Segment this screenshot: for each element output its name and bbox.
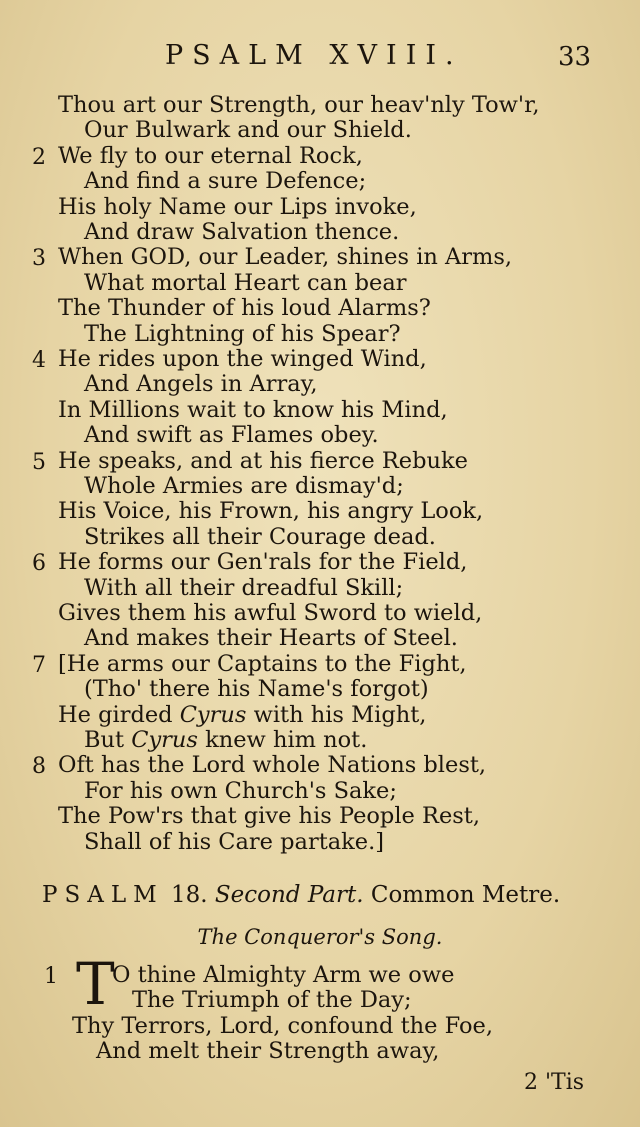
verse-line: Thou art our Strength, our heav'nly Tow'r, bbox=[58, 92, 540, 118]
verse-number: 8 bbox=[32, 754, 46, 780]
verse-line: He girded Cyrus with his Might, bbox=[58, 701, 427, 728]
verse-line: O thine Almighty Arm we owe bbox=[112, 962, 455, 988]
verse-line: We fly to our eternal Rock, bbox=[58, 142, 363, 169]
verse-line: The Triumph of the Day; bbox=[132, 987, 412, 1014]
verse-line: Whole Armies are dismay'd; bbox=[84, 473, 404, 499]
verse-line: And makes their Hearts of Steel. bbox=[84, 625, 458, 652]
verse-line: [He arms our Captains to the Fight, bbox=[58, 650, 467, 677]
verse-line: He speaks, and at his fierce Rebuke bbox=[58, 447, 468, 474]
part-label: Second Part. bbox=[214, 882, 364, 908]
verse-number: 2 bbox=[32, 144, 46, 170]
verse-line: Thy Terrors, Lord, confound the Foe, bbox=[72, 1012, 493, 1039]
verse-number: 1 bbox=[44, 964, 58, 989]
drop-cap: T bbox=[76, 950, 115, 1018]
verse-line: Oft has the Lord whole Nations blest, bbox=[58, 752, 487, 779]
catchword: 2 'Tis bbox=[524, 1070, 585, 1095]
verse-line: Shall of his Care partake.] bbox=[84, 828, 385, 855]
verse-line: And Angels in Array, bbox=[84, 371, 318, 398]
page-number: 33 bbox=[558, 42, 592, 72]
verse-line: And melt their Strength away, bbox=[96, 1038, 440, 1065]
verse-line: And swift as Flames obey. bbox=[84, 422, 379, 449]
part-number: 18. bbox=[170, 882, 208, 908]
verse-line: (Tho' there his Name's forgot) bbox=[84, 676, 429, 703]
verse-line: When GOD, our Leader, shines in Arms, bbox=[58, 244, 513, 271]
verse-line: The Lightning of his Spear? bbox=[84, 320, 401, 347]
verse-line: In Millions wait to know his Mind, bbox=[58, 396, 448, 423]
verse-number: 3 bbox=[32, 246, 46, 272]
verse-line: With all their dreadful Skill; bbox=[84, 574, 404, 601]
verse-line: And find a sure Defence; bbox=[84, 168, 367, 195]
verse-number: 4 bbox=[32, 348, 46, 373]
verse-line: What mortal Heart can bear bbox=[84, 269, 407, 296]
verse-number: 6 bbox=[32, 551, 46, 577]
verse-line: Gives them his awful Sword to wield, bbox=[58, 600, 483, 626]
verse-line: He rides upon the winged Wind, bbox=[58, 346, 427, 372]
verse-number: 5 bbox=[32, 449, 46, 475]
verse-line: And draw Salvation thence. bbox=[84, 219, 400, 245]
part-metre: Common Metre. bbox=[370, 882, 561, 908]
verse-line: His Voice, his Frown, his angry Look, bbox=[58, 498, 484, 525]
verse-line: His holy Name our Lips invoke, bbox=[58, 193, 417, 220]
verse-line: For his own Church's Sake; bbox=[84, 777, 397, 804]
verse-number: 7 bbox=[32, 652, 46, 678]
running-head: PSALM XVIII. bbox=[165, 40, 463, 71]
verse-line: The Thunder of his loud Alarms? bbox=[58, 295, 431, 322]
verse-line: The Pow'rs that give his People Rest, bbox=[58, 803, 480, 830]
part-heading bbox=[42, 882, 560, 908]
song-title: The Conqueror's Song. bbox=[197, 925, 443, 949]
verse-line: He forms our Gen'rals for the Field, bbox=[58, 549, 468, 576]
part-psalm: PSALM bbox=[42, 882, 164, 908]
page-header bbox=[0, 36, 640, 76]
verse-line: But Cyrus knew him not. bbox=[84, 727, 368, 753]
verse-line: Strikes all their Courage dead. bbox=[84, 523, 436, 550]
verse-line: Our Bulwark and our Shield. bbox=[84, 117, 412, 144]
